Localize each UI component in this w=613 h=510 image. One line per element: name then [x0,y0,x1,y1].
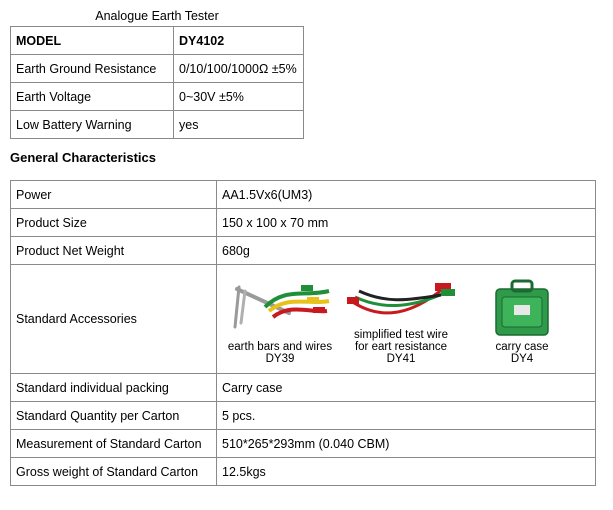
spec-label: Earth Ground Resistance [11,55,174,83]
general-heading: General Characteristics [10,150,156,165]
accessory-model: DY39 [265,353,295,365]
spec-caption: Analogue Earth Tester [95,9,219,23]
accessory-name: earth bars and wires [227,341,333,353]
general-value: AA1.5Vx6(UM3) [217,181,596,209]
accessory-item [464,275,580,373]
general-label: Power [11,181,217,209]
accessories-cell [217,265,596,374]
accessory-name-line2: for eart resistance [354,341,448,353]
general-value: 150 x 100 x 70 mm [217,209,596,237]
spec-value: yes [174,111,304,139]
general-label: Gross weight of Standard Carton [11,458,217,486]
general-label: Measurement of Standard Carton [11,430,217,458]
table-row [11,402,596,430]
spec-value: 0/10/100/1000Ω ±5% [174,55,304,83]
table-row [11,265,596,374]
table-row [11,181,596,209]
general-value: 12.5kgs [217,458,596,486]
general-label: Product Net Weight [11,237,217,265]
table-row [11,209,596,237]
general-label: Standard individual packing [11,374,217,402]
spec-value: 0~30V ±5% [174,83,304,111]
spec-label: MODEL [11,27,174,55]
general-label: Product Size [11,209,217,237]
spec-label: Low Battery Warning [11,111,174,139]
accessories-list [222,265,590,373]
general-table [10,180,596,486]
table-row [11,55,304,83]
spec-value: DY4102 [174,27,304,55]
general-value: 680g [217,237,596,265]
table-row [11,237,596,265]
table-row [11,83,304,111]
table-row [11,374,596,402]
accessory-name: carry case [495,341,549,353]
accessory-model: DY4 [510,353,534,365]
spec-table [10,26,304,139]
table-row [11,27,304,55]
table-row [11,430,596,458]
general-label: Standard Quantity per Carton [11,402,217,430]
general-label: Standard Accessories [11,265,217,374]
table-row [11,111,304,139]
accessory-model: DY41 [386,353,416,365]
accessory-item [222,277,338,373]
accessory-name-line1: simplified test wire [354,329,448,341]
carry-case-icon [490,275,554,339]
general-value: 5 pcs. [217,402,596,430]
general-value: 510*265*293mm (0.040 CBM) [217,430,596,458]
spec-label: Earth Voltage [11,83,174,111]
table-row [11,458,596,486]
earth-bars-wires-icon [225,277,335,339]
general-value: Carry case [217,374,596,402]
test-wire-icon [345,277,457,327]
accessory-item [338,277,464,373]
